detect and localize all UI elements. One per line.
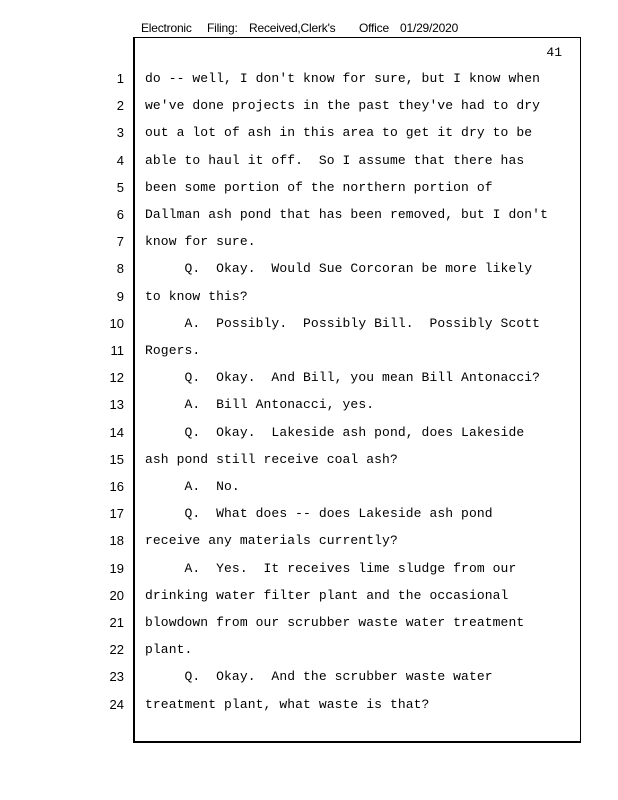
line-number: 5: [116, 179, 124, 195]
transcript-line: Rogers.: [145, 343, 201, 358]
transcript-page-border: [133, 37, 581, 743]
line-number: 4: [116, 152, 124, 168]
transcript-line: A. Possibly. Possibly Bill. Possibly Scott: [145, 315, 541, 331]
line-number: 16: [109, 479, 124, 494]
line-number: 7: [116, 234, 124, 250]
transcript-line: drinking water filter plant and the occasional: [145, 587, 509, 603]
filing-stamp-label-filing: Filing:: [207, 21, 238, 35]
transcript-line: A. Bill Antonacci, yes.: [145, 397, 375, 413]
line-number: 11: [110, 343, 124, 358]
filing-stamp-label-electronic: Electronic: [141, 21, 192, 35]
transcript-line: Dallman ash pond that has been removed, but I don't: [145, 207, 548, 222]
line-number: 2: [116, 98, 124, 114]
transcript-line: A. Yes. It receives lime sludge from our: [145, 560, 517, 576]
line-number: 18: [109, 533, 124, 549]
transcript-line: do -- well, I don't know for sure, but I know when: [145, 71, 541, 86]
transcript-line: been some portion of the northern portion of: [145, 179, 493, 195]
page-number: 41: [546, 45, 562, 60]
transcript-line: ash pond still receive coal ash?: [145, 451, 398, 467]
transcript-line: Q. Okay. Lakeside ash pond, does Lakeside: [145, 424, 525, 440]
transcript-line: Q. What does -- does Lakeside ash pond: [145, 506, 493, 522]
filing-stamp: [141, 21, 458, 35]
line-number: 12: [109, 370, 124, 386]
line-number: 10: [109, 315, 124, 331]
line-number: 24: [109, 696, 124, 712]
transcript-line: able to haul it off. So I assume that there has: [145, 152, 525, 168]
line-number: 6: [116, 207, 124, 222]
transcript-line: Q. Okay. And Bill, you mean Bill Antonacci?: [145, 370, 541, 386]
line-number: 8: [116, 261, 124, 277]
filing-stamp-date: 01/29/2020: [400, 21, 459, 35]
transcript-line: know for sure.: [145, 234, 256, 250]
transcript-line: out a lot of ash in this area to get it dry to be: [145, 125, 533, 141]
filing-stamp-label-office: Office: [359, 21, 389, 35]
line-number: 23: [109, 669, 124, 685]
transcript-line: to know this?: [145, 288, 248, 304]
line-number: 20: [109, 587, 124, 603]
line-number: 3: [116, 125, 124, 141]
line-number: 15: [109, 451, 124, 467]
transcript-line: A. No.: [145, 479, 240, 494]
transcript-line: receive any materials currently?: [145, 533, 398, 549]
line-number: 17: [109, 506, 124, 522]
line-number: 22: [109, 642, 124, 658]
line-number: 1: [116, 71, 124, 86]
line-number: 13: [109, 397, 124, 413]
transcript-line: plant.: [145, 642, 193, 658]
line-number: 21: [109, 615, 124, 630]
transcript-line: we've done projects in the past they've had to dry: [145, 98, 541, 114]
transcript-line: blowdown from our scrubber waste water treatment: [145, 615, 525, 630]
transcript-line: Q. Okay. Would Sue Corcoran be more likely: [145, 261, 533, 277]
line-number: 9: [116, 288, 124, 304]
line-number: 19: [109, 560, 124, 576]
transcript-line: treatment plant, what waste is that?: [145, 696, 430, 712]
filing-stamp-label-received: Received,Clerk's: [249, 21, 336, 35]
transcript-line: Q. Okay. And the scrubber waste water: [145, 669, 493, 685]
line-number: 14: [109, 424, 124, 440]
